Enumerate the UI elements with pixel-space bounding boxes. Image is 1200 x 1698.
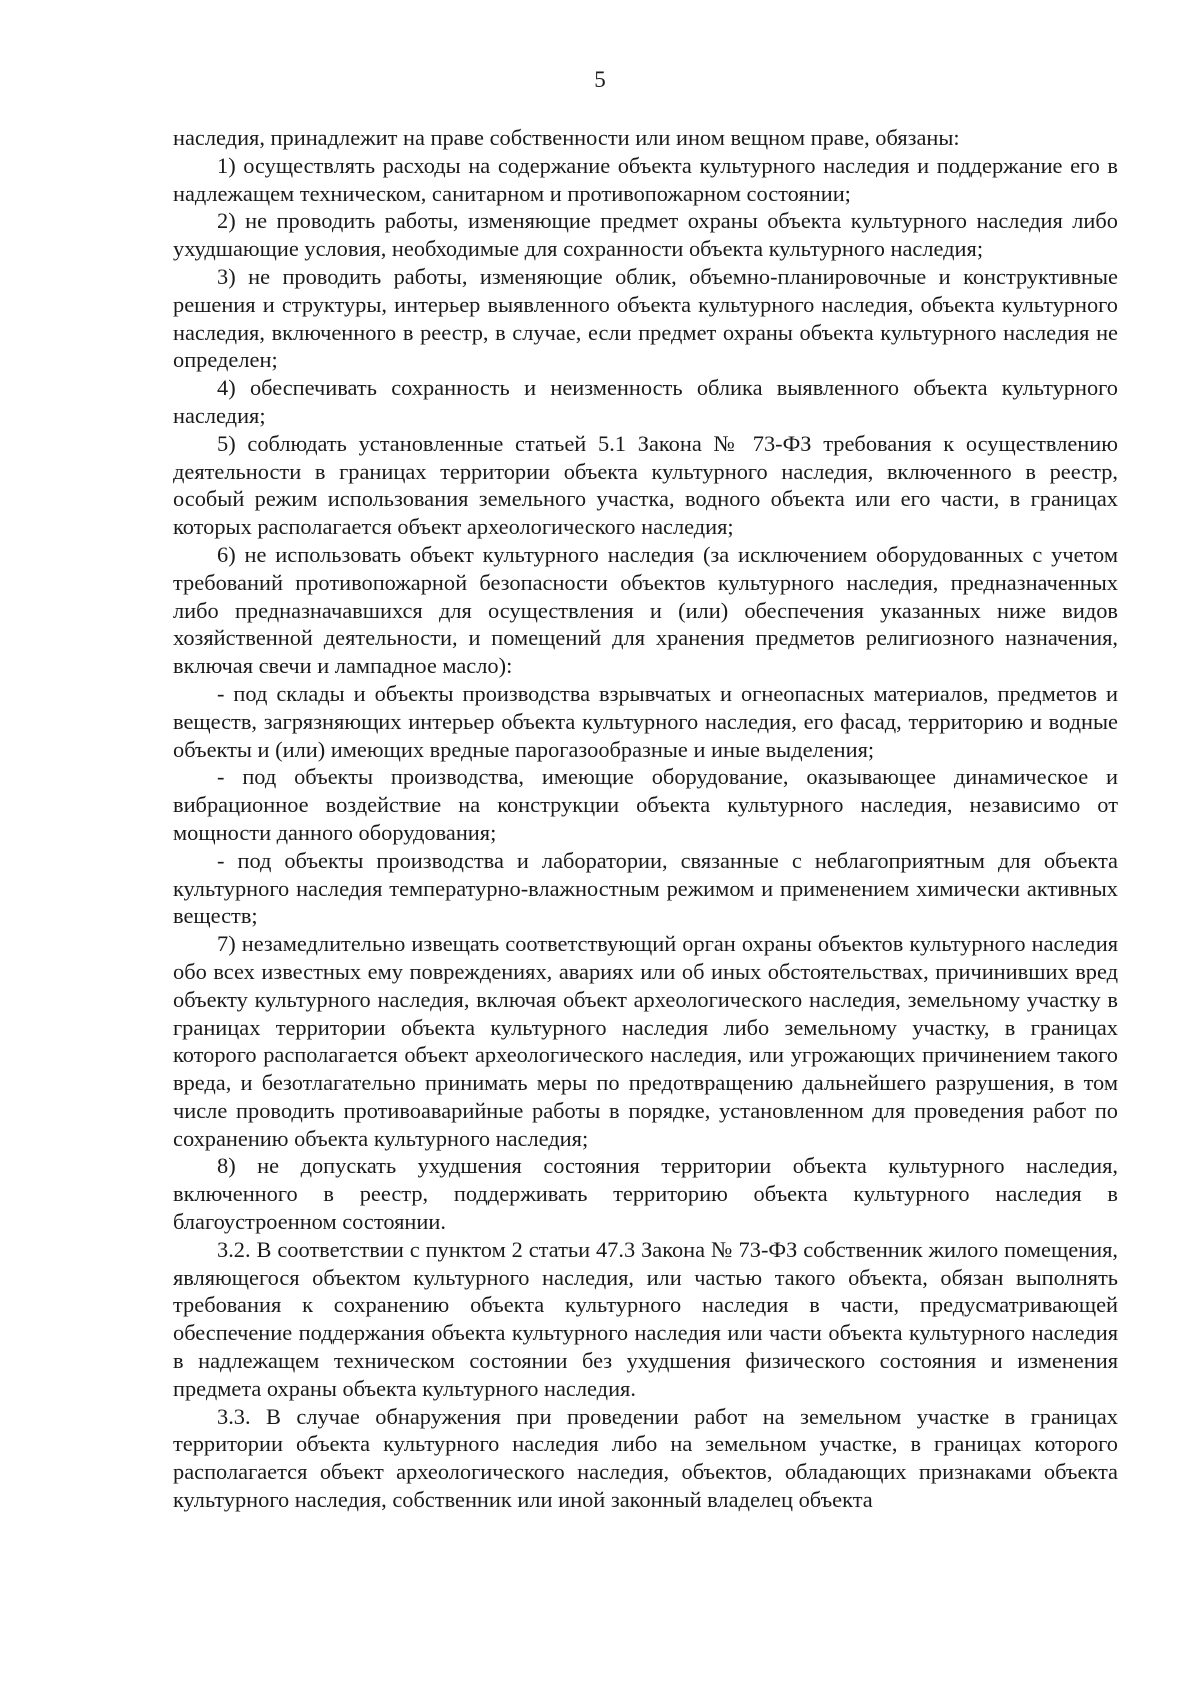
paragraph: 6) не использовать объект культурного наследия (за исключением оборудованных с учетом требований противопожарной безопасности объектов культурного наследия, предназначенных либо предназначавшихся для осуществления и (или) обеспечения указанных ниже видов хозяйственной деятельности, и помещений для хранения предметов религиозного назначения, включая свечи и лампадное масло): <box>173 541 1118 679</box>
paragraph: 2) не проводить работы, изменяющие предмет охраны объекта культурного наследия либо ухудшающие условия, необходимые для сохранности объекта культурного наследия; <box>173 208 1118 262</box>
paragraph: 5) соблюдать установленные статьей 5.1 Закона № 73-ФЗ требования к осуществлению деятельности в границах территории объекта культурного наследия, включенного в реестр, особый режим использования земельного участка, водного объекта или его части, в границах которых располагается объект археологического наследия; <box>173 430 1118 540</box>
paragraph: наследия, принадлежит на праве собственности или ином вещном праве, обязаны: <box>173 125 960 150</box>
page-number: 5 <box>594 67 606 92</box>
paragraph: 8) не допускать ухудшения состояния территории объекта культурного наследия, включенного в реестр, поддерживать территорию объекта культурного наследия в благоустроенном состоянии. <box>173 1153 1118 1235</box>
paragraph: - под объекты производства и лаборатории, связанные с неблагоприятным для объекта культурного наследия температурно-влажностным режимом и применением химически активных веществ; <box>173 847 1118 929</box>
document-body <box>173 124 1118 1514</box>
paragraph: 7) незамедлительно извещать соответствующий орган охраны объектов культурного наследия обо всех известных ему повреждениях, авариях или об иных обстоятельствах, причинивших вред объекту культурного наследия, включая объект археологического наследия, земельному участку в границах территории объекта культурного наследия либо земельному участку, в границах которого располагается объект археологического наследия, или угрожающих причинением такого вреда, и безотлагательно принимать меры по предотвращению дальнейшего разрушения, в том числе проводить противоаварийные работы в порядке, установленном для проведения работ по сохранению объекта культурного наследия; <box>173 931 1118 1151</box>
paragraph: 3) не проводить работы, изменяющие облик, объемно-планировочные и конструктивные решения и структуры, интерьер выявленного объекта культурного наследия, объекта культурного наследия, включенного в реестр, в случае, если предмет охраны объекта культурного наследия не определен; <box>173 263 1118 373</box>
paragraph: 3.3. В случае обнаружения при проведении работ на земельном участке в границах территории объекта культурного наследия либо на земельном участке, в границах которого располагается объект археологического наследия, объектов, обладающих признаками объекта культурного наследия, собственник или иной законный владелец объекта <box>173 1403 1118 1513</box>
paragraph: 4) обеспечивать сохранность и неизменность облика выявленного объекта культурного наследия; <box>173 375 1118 428</box>
paragraph: - под объекты производства, имеющие оборудование, оказывающее динамическое и вибрационное воздействие на конструкции объекта культурного наследия, независимо от мощности данного оборудования; <box>173 764 1118 845</box>
paragraph: - под склады и объекты производства взрывчатых и огнеопасных материалов, предметов и веществ, загрязняющих интерьер объекта культурного наследия, его фасад, территорию и водные объекты и (или) имеющих вредные парогазообразные и иные выделения; <box>173 680 1118 762</box>
paragraph: 1) осуществлять расходы на содержание объекта культурного наследия и поддержание его в надлежащем техническом, санитарном и противопожарном состоянии; <box>173 152 1118 206</box>
paragraph: 3.2. В соответствии с пунктом 2 статьи 47.3 Закона № 73-ФЗ собственник жилого помещения, являющегося объектом культурного наследия, или частью такого объекта, обязан выполнять требования к сохранению объекта культурного наследия в части, предусматривающей обеспечение поддержания объекта культурного наследия или части объекта культурного наследия в надлежащем техническом состоянии без ухудшения физического состояния и изменения предмета охраны объекта культурного наследия. <box>173 1236 1118 1401</box>
